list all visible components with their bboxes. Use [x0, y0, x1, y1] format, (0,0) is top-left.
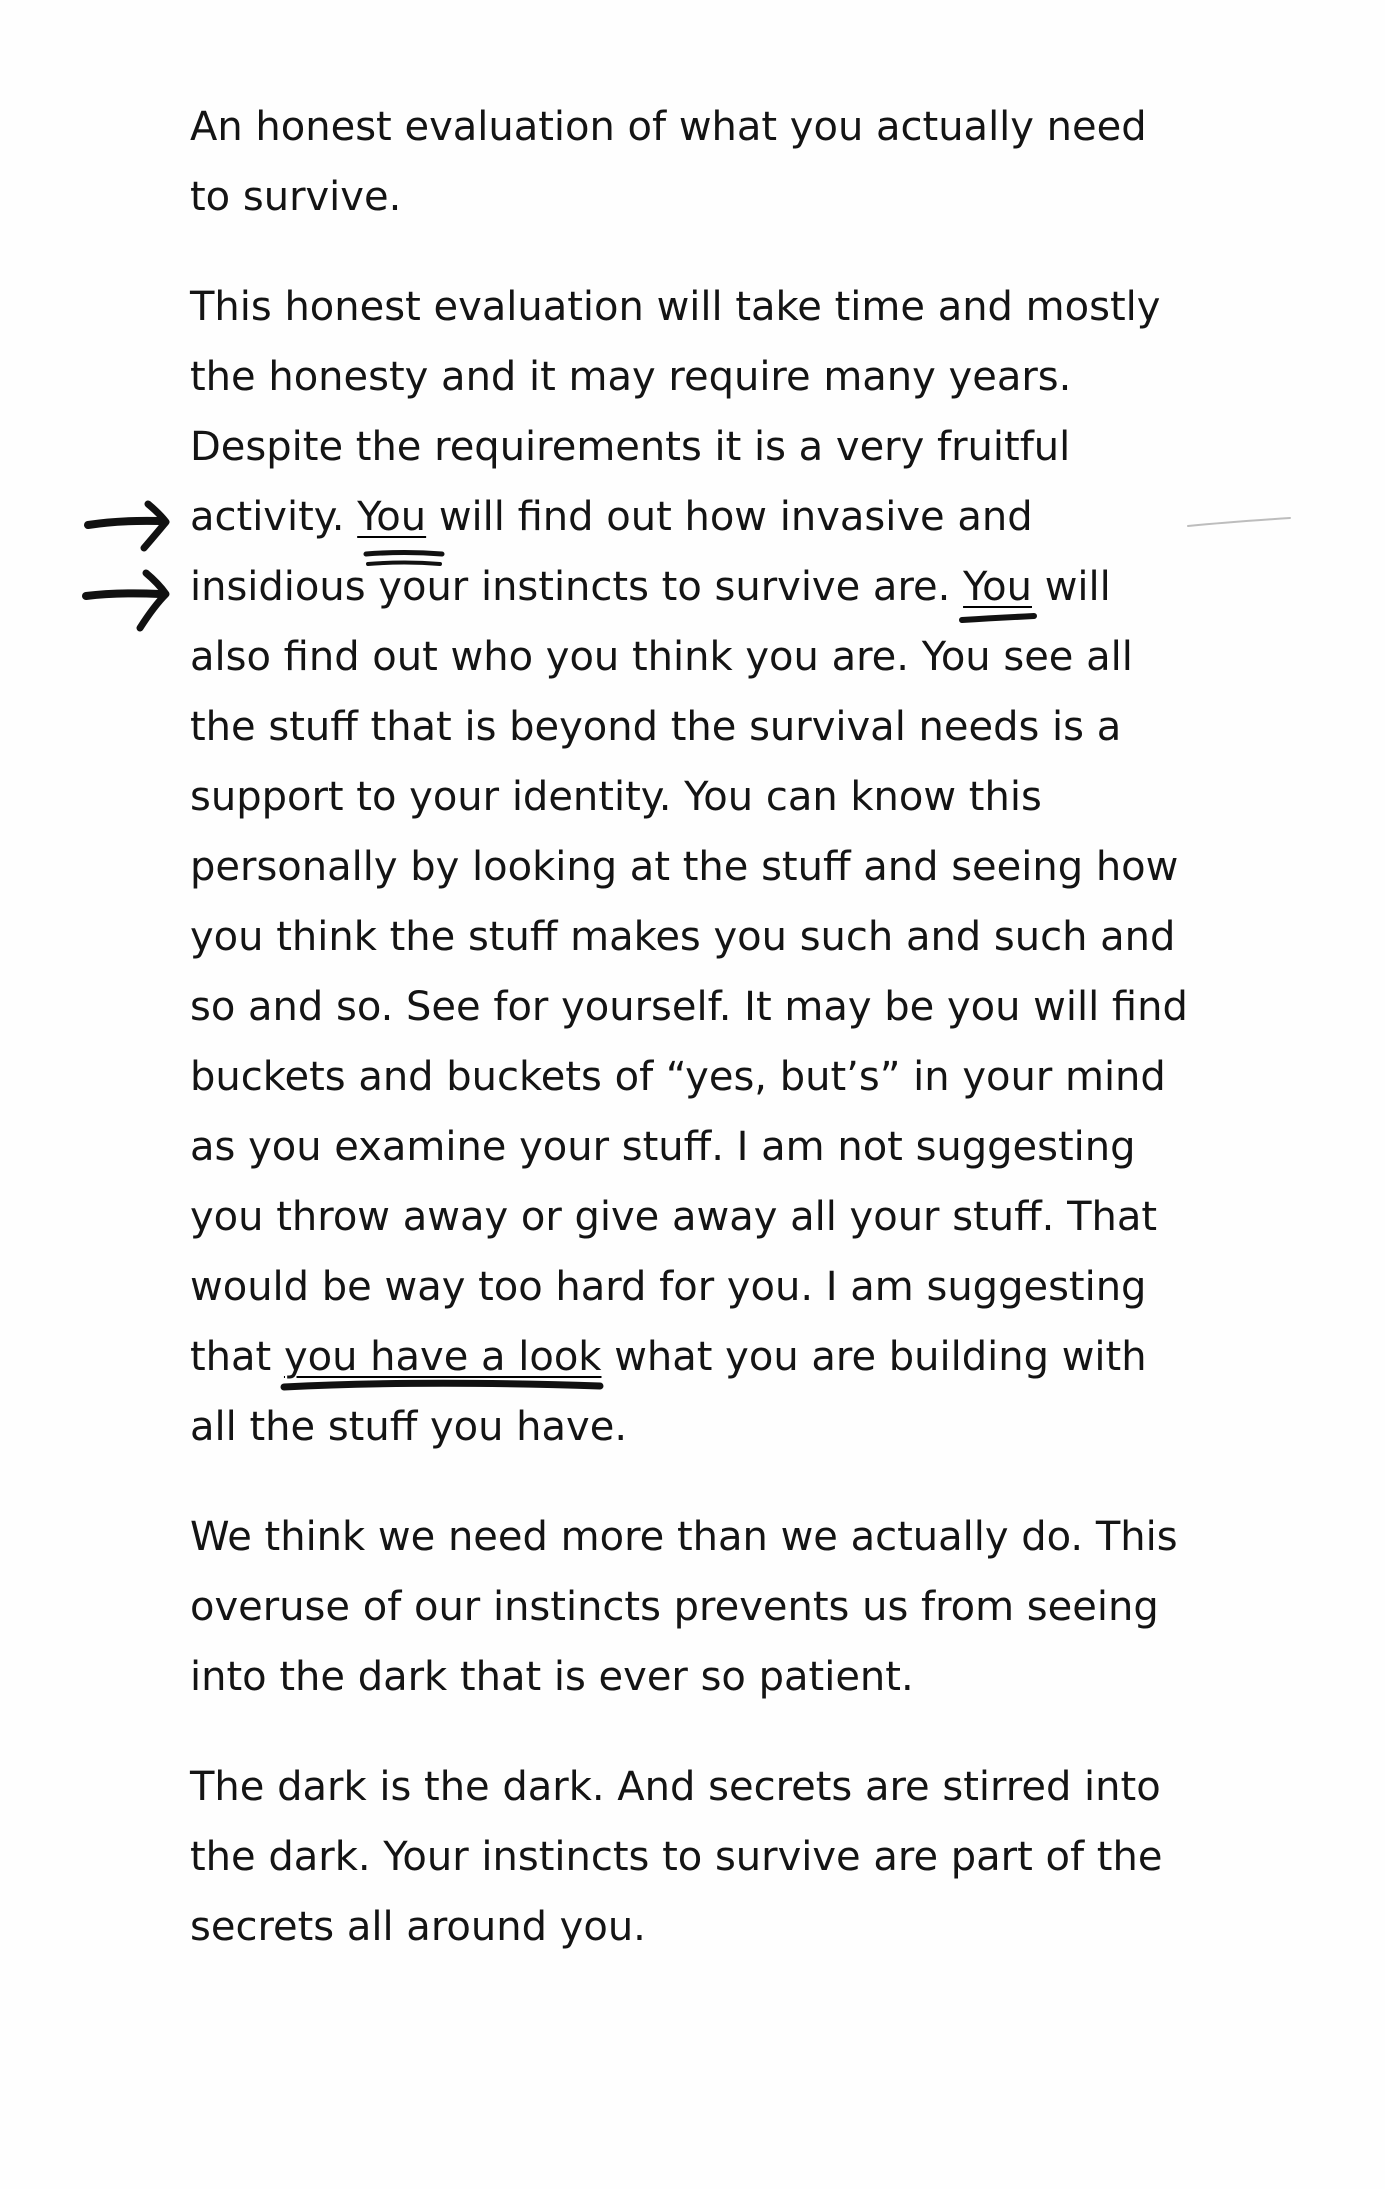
text-line: Despite the requirements it is a very fruitful [190, 424, 1071, 470]
text-line: you throw away or give away all your stuff. That [190, 1194, 1158, 1240]
text-line: also find out who you think you are. You see all [190, 634, 1133, 680]
text-line: the dark. Your instincts to survive are part of the [190, 1834, 1163, 1880]
paragraph-1 [190, 92, 1250, 232]
text-line: buckets and buckets of “yes, but’s” in your mind [190, 1054, 1166, 1100]
text-line: to survive. [190, 174, 402, 220]
text-line: as you examine your stuff. I am not suggesting [190, 1124, 1136, 1170]
underlined-you-1: You [357, 494, 427, 540]
paragraph-4 [190, 1752, 1250, 1962]
text-line: secrets all around you. [190, 1904, 646, 1950]
text-segment: activity. [190, 494, 358, 540]
text-segment: will find out how invasive and [426, 494, 1033, 540]
paragraph-2 [190, 272, 1250, 1462]
text-line: support to your identity. You can know this [190, 774, 1042, 820]
text-line: We think we need more than we actually do. This [190, 1514, 1178, 1560]
document-body [190, 92, 1250, 2002]
text-line: This honest evaluation will take time and mostly [190, 284, 1161, 330]
text-line: so and so. See for yourself. It may be you will find [190, 984, 1188, 1030]
text-segment: insidious your instincts to survive are. [190, 564, 964, 610]
text-line-annotated [190, 482, 1250, 552]
underlined-you-2: You [963, 564, 1032, 610]
text-line: would be way too hard for you. I am suggesting [190, 1264, 1147, 1310]
text-line: all the stuff you have. [190, 1404, 628, 1450]
underlined-you-have-a-look: you have a look [283, 1334, 602, 1380]
text-line: overuse of our instincts prevents us from seeing [190, 1584, 1159, 1630]
text-line: the honesty and it may require many years. [190, 354, 1072, 400]
text-line: personally by looking at the stuff and seeing how [190, 844, 1179, 890]
text-segment: what you are building with [601, 1334, 1147, 1380]
text-line: the stuff that is beyond the survival needs is a [190, 704, 1122, 750]
arrow-icon [86, 573, 166, 628]
paragraph-3 [190, 1502, 1250, 1712]
text-line: you think the stuff makes you such and such and [190, 914, 1176, 960]
text-segment: will [1032, 564, 1111, 610]
text-line: The dark is the dark. And secrets are stirred into [190, 1764, 1161, 1810]
text-line: An honest evaluation of what you actually need [190, 104, 1147, 150]
text-segment: that [190, 1334, 284, 1380]
text-line-annotated [190, 1322, 1250, 1392]
text-line-annotated [190, 552, 1250, 622]
text-line: into the dark that is ever so patient. [190, 1654, 914, 1700]
arrow-icon [88, 504, 166, 548]
